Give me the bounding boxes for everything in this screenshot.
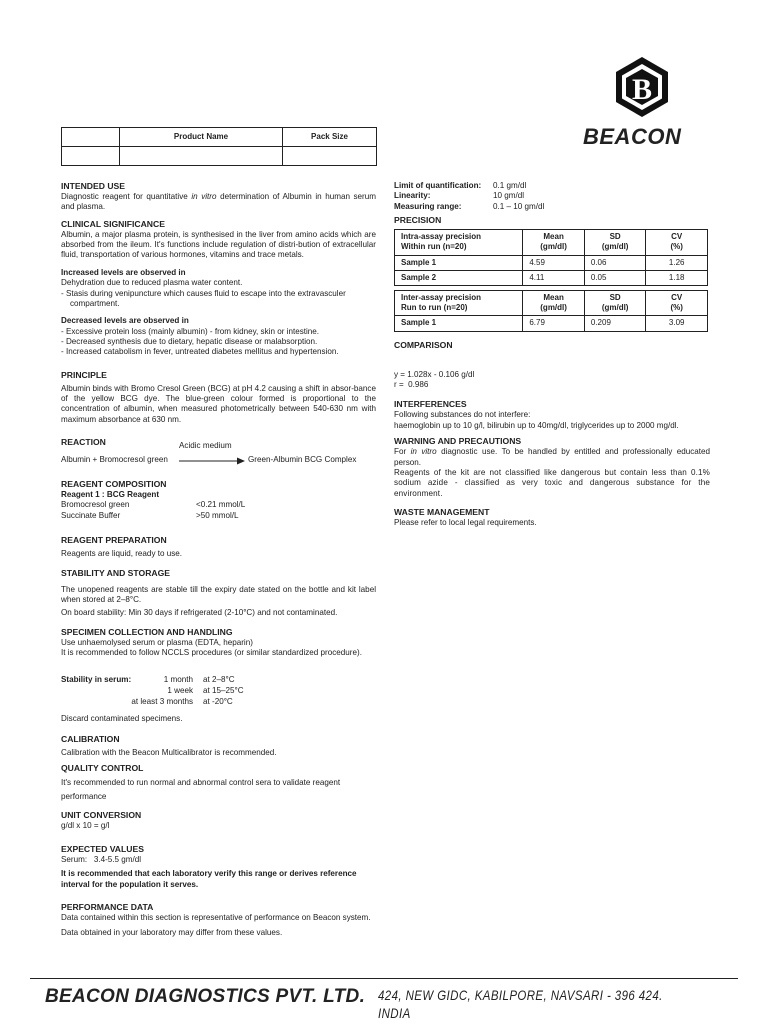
specimen-title: SPECIMEN COLLECTION AND HANDLING	[61, 626, 233, 637]
preparation-section	[61, 535, 376, 559]
clinical-text: Albumin, a major plasma protein, is synthesised in the liver from amino acids which are absorbed from the ileum. It's functions include regulation of distri-bution of extracellular fluid, transportation of various hormones, vitamins and trace metals.	[61, 229, 376, 260]
waste-text: Please refer to local legal requirements.	[394, 517, 537, 527]
mean-cell: 4.59	[523, 255, 585, 270]
stability-title: STABILITY AND STORAGE	[61, 567, 171, 578]
footer-divider	[30, 978, 738, 979]
decreased-title: Decreased levels are observed in	[61, 316, 189, 326]
cv-cell: 1.26	[646, 255, 708, 270]
decreased-section	[61, 316, 376, 357]
mean-cell: 6.79	[523, 316, 585, 331]
sd-cell: 0.06	[584, 255, 646, 270]
table-header: SD	[609, 293, 621, 303]
interferences-title: INTERFERENCES	[394, 399, 467, 410]
stability-section	[61, 568, 376, 619]
limit-label: Linearity:	[394, 191, 431, 201]
principle-text: Albumin binds with Bromo Cresol Green (BCG) at pH 4.2 causing a shift in absor-bance of the yellow BCG dye. The blue-green colour formed is proportional to the concentration of albumin, when measured photometrically between 540-630 nm with maximum absorbance at 630 nm.	[61, 383, 376, 424]
serum-temp: at -20°C	[203, 697, 233, 707]
table-row	[395, 270, 708, 285]
comparison-r: r = 0.986	[394, 380, 429, 390]
intended-use-text: Diagnostic reagent for quantitative in vitro determination of Albumin in human serum and plasma.	[61, 192, 376, 212]
table-header: Run to run (n=20)	[401, 303, 468, 313]
serum-temp: at 15–25°C	[203, 686, 244, 696]
specimen-text: It is recommended to follow NCCLS procedures (or similar standardized procedure).	[61, 647, 362, 657]
cv-cell: 3.09	[646, 316, 708, 331]
pack-size-cell	[283, 147, 377, 166]
limit-value: 0.1 – 10 gm/dl	[493, 201, 545, 211]
table-header: CV	[671, 232, 683, 242]
brand-logo	[610, 55, 674, 119]
interferences-section	[394, 399, 710, 431]
waste-title: WASTE MANAGEMENT	[394, 506, 490, 517]
sd-cell: 0.05	[584, 270, 646, 285]
cv-cell: 1.18	[646, 270, 708, 285]
limit-label: Measuring range:	[394, 201, 462, 211]
limit-label: Limit of quantification:	[394, 181, 482, 190]
pack-size-header: Pack Size	[283, 128, 377, 147]
reaction-condition: Acidic medium	[179, 441, 232, 451]
product-name-cell	[120, 147, 283, 166]
component-name: Bromocresol green	[61, 500, 130, 510]
mean-cell: 4.11	[523, 270, 585, 285]
warning-text: For in vitro diagnostic use. To be handled by entitled and professionally educated person.	[394, 447, 711, 467]
comparison-section	[394, 340, 710, 391]
unit-section	[61, 810, 376, 831]
stability-text: The unopened reagents are stable till the expiry date stated on the bottle and kit label when stored at 2–8°C.	[61, 584, 376, 604]
expected-title: EXPECTED VALUES	[61, 843, 144, 854]
stability-onboard: On board stability: Min 30 days if refrigerated (2-10°C) and not contaminated.	[61, 608, 338, 618]
component-value: <0.21 mmol/L	[196, 500, 246, 510]
increased-bullet: - Stasis during venipuncture which causes fluid to escape into the extravasculer compartment.	[61, 288, 346, 308]
composition-section	[61, 479, 376, 521]
principle-title: PRINCIPLE	[61, 369, 107, 380]
interferences-text: Following substances do not interfere:	[394, 410, 531, 420]
table-header: (%)	[670, 242, 683, 252]
precision-title: PRECISION	[394, 215, 442, 226]
performance-text: Data contained within this section is representative of performance on Beacon system.	[61, 913, 371, 922]
unit-text: g/dl x 10 = g/l	[61, 820, 110, 830]
right-column	[394, 181, 710, 528]
table-header: (gm/dl)	[540, 242, 567, 252]
inter-precision-table	[394, 290, 708, 332]
reagent-name: Reagent 1 : BCG Reagent	[61, 490, 160, 500]
increased-line: Dehydration due to reduced plasma water content.	[61, 278, 243, 288]
performance-section	[61, 902, 376, 939]
table-header: SD	[609, 232, 621, 242]
discard-text: Discard contaminated specimens.	[61, 714, 183, 724]
preparation-title: REAGENT PREPARATION	[61, 535, 167, 546]
warning-text: Reagents of the kit are not classified like dangerous but contain less than 0.1% sodium azide - classified as very toxic and dangerous substance for the environment.	[394, 467, 710, 498]
performance-title: PERFORMANCE DATA	[61, 902, 154, 912]
serum-temp: at 2–8°C	[203, 675, 235, 685]
clinical-section	[61, 219, 376, 261]
table-header: Within run (n=20)	[401, 242, 467, 252]
serum-time: 1 week	[167, 686, 193, 696]
reaction-arrow-icon	[179, 457, 245, 465]
footer-address-wrap	[378, 987, 768, 1023]
decreased-bullet: - Excessive protein loss (mainly albumin) - from kidney, skin or intestine.	[61, 326, 320, 336]
preparation-text: Reagents are liquid, ready to use.	[61, 549, 183, 559]
serum-stability-label: Stability in serum:	[61, 675, 132, 685]
table-header: (%)	[670, 303, 683, 313]
specimen-text: Use unhaemolysed serum or plasma (EDTA, heparin)	[61, 637, 253, 647]
table-header: Mean	[543, 232, 564, 242]
calibration-text: Calibration with the Beacon Multicalibrator is recommended.	[61, 747, 277, 757]
component-name: Succinate Buffer	[61, 510, 121, 520]
performance-text: Data obtained in your laboratory may differ from these values.	[61, 928, 283, 938]
serum-time: at least 3 months	[131, 697, 193, 707]
decreased-bullet: - Decreased synthesis due to dietary, hepatic disease or malabsorption.	[61, 336, 318, 346]
svg-text:B: B	[631, 73, 653, 106]
row-label: Sample 2	[395, 270, 523, 285]
table-header: CV	[671, 293, 683, 303]
principle-section	[61, 370, 376, 425]
limits-section	[394, 181, 710, 212]
intra-precision-table	[394, 229, 708, 286]
comparison-title: COMPARISON	[394, 339, 453, 350]
brand-name: BEACON	[583, 124, 682, 149]
serum-stability	[61, 675, 376, 709]
increased-title: Increased levels are observed in	[61, 267, 186, 277]
beacon-logo-icon	[610, 55, 674, 119]
table-header: (gm/dl)	[540, 303, 567, 313]
reaction-rhs: Green-Albumin BCG Complex	[248, 455, 357, 465]
specimen-section	[61, 627, 376, 725]
footer-address: 424, NEW GIDC, KABILPORE, NAVSARI - 396 424. INDIA	[378, 987, 663, 1021]
intended-use-section	[61, 181, 376, 213]
limit-value: 0.1 gm/dl	[493, 181, 527, 190]
clinical-title: CLINICAL SIGNIFICANCE	[61, 218, 165, 229]
table-row	[395, 316, 708, 331]
table-header: Intra-assay precision	[401, 232, 482, 242]
table-header: Inter-assay precision	[401, 293, 482, 303]
reaction-title: REACTION	[61, 437, 106, 448]
component-value: >50 mmol/L	[196, 510, 239, 520]
intended-use-title: INTENDED USE	[61, 181, 125, 191]
limit-value: 10 gm/dl	[493, 191, 525, 201]
composition-title: REAGENT COMPOSITION	[61, 479, 167, 490]
calibration-title: CALIBRATION	[61, 733, 120, 744]
left-column	[61, 181, 376, 939]
table-header: Mean	[543, 293, 564, 303]
table-row	[395, 255, 708, 270]
warning-section	[394, 436, 710, 499]
calibration-section	[61, 734, 376, 758]
table-header: (gm/dl)	[601, 242, 629, 252]
decreased-bullet: - Increased catabolism in fever, untreated diabetes mellitus and hypertension.	[61, 347, 339, 357]
increased-section	[61, 268, 376, 309]
reaction-lhs: Albumin + Bromocresol green	[61, 455, 168, 465]
expected-note: It is recommended that each laboratory verify this range or derives reference interval for the population it serves.	[61, 869, 357, 889]
qc-section	[61, 763, 376, 804]
qc-title: QUALITY CONTROL	[61, 763, 144, 774]
product-name-header: Product Name	[120, 128, 283, 147]
expected-serum: Serum: 3.4-5.5 gm/dl	[61, 854, 142, 864]
serum-time: 1 month	[163, 675, 193, 685]
expected-section	[61, 844, 376, 890]
table-header: (gm/dl)	[601, 303, 629, 313]
comparison-equation: y = 1.028x - 0.106 g/dl	[394, 369, 475, 379]
footer-company: BEACON DIAGNOSTICS PVT. LTD.	[45, 986, 366, 1007]
waste-section	[394, 507, 710, 528]
row-label: Sample 1	[395, 316, 523, 331]
interferences-text: haemoglobin up to 10 g/l, bilirubin up to 40mg/dl, triglycerides up to 2000 mg/dl.	[394, 420, 679, 430]
unit-title: UNIT CONVERSION	[61, 809, 142, 820]
qc-text: It's recommended to run normal and abnormal control sera to validate reagent performance	[61, 778, 341, 801]
reaction-section	[61, 437, 376, 467]
row-label: Sample 1	[395, 255, 523, 270]
sd-cell: 0.209	[584, 316, 646, 331]
warning-title: WARNING AND PRECAUTIONS	[394, 436, 522, 447]
product-table	[61, 127, 377, 166]
